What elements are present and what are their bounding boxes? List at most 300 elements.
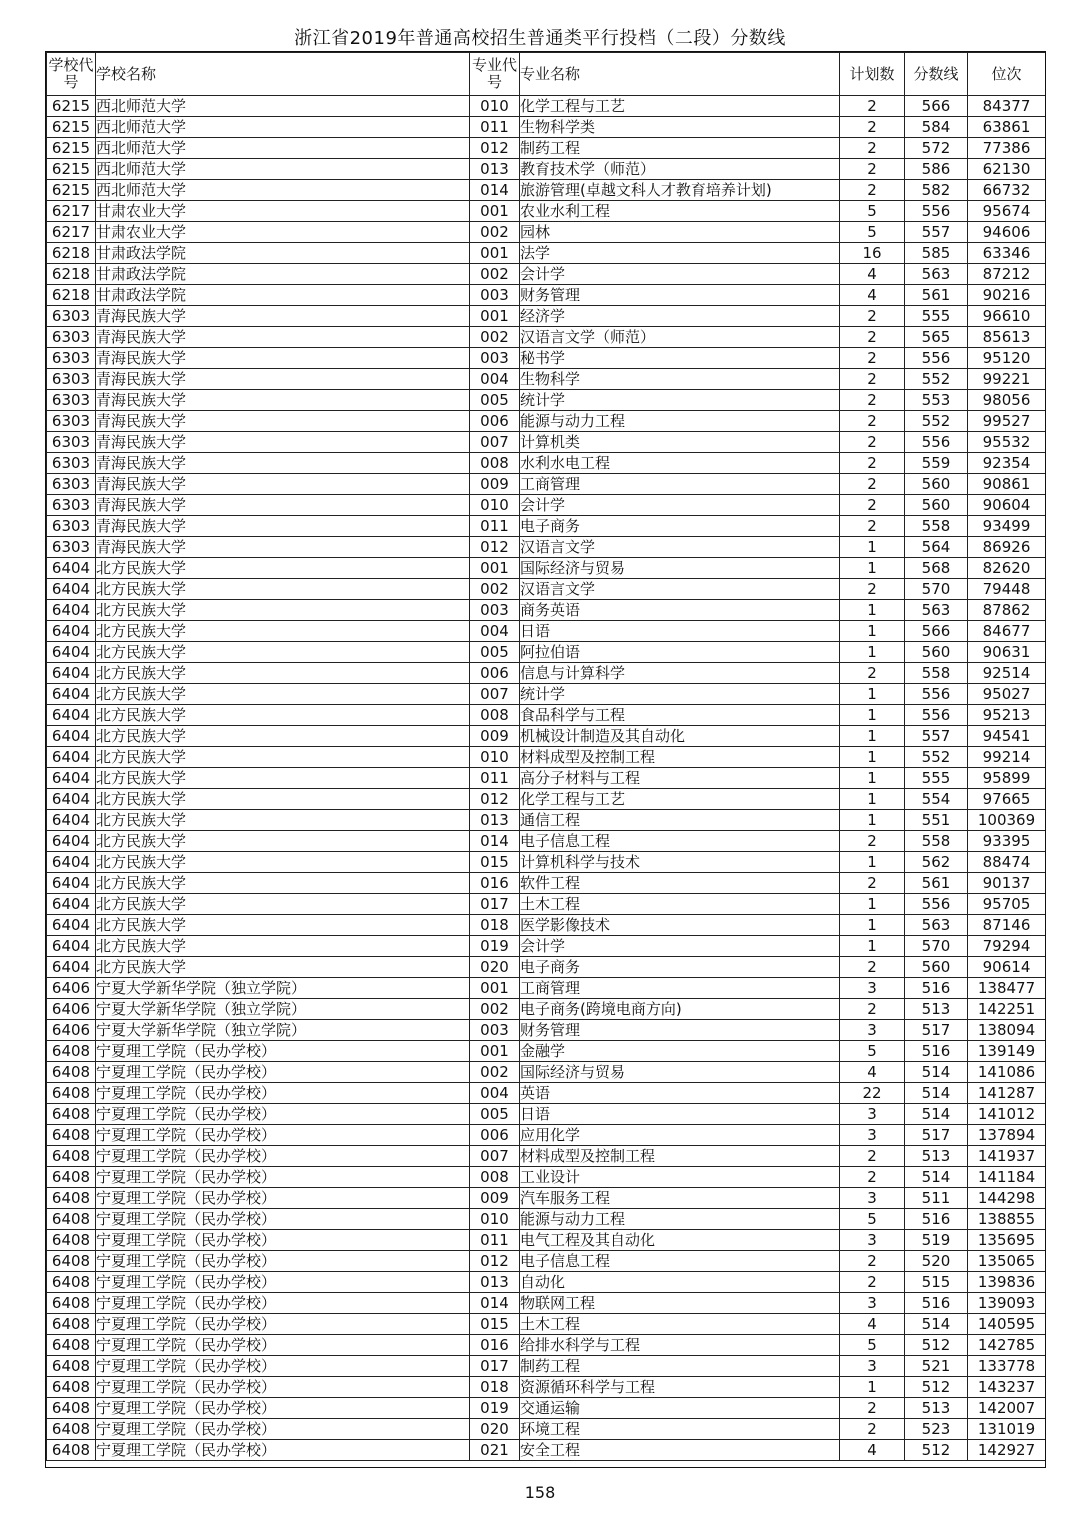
major-name-cell: 材料成型及控制工程 [520, 1146, 840, 1167]
table-row [47, 705, 1046, 726]
table-row [47, 432, 1046, 453]
table-row [47, 999, 1046, 1020]
major-code-cell: 007 [470, 432, 520, 453]
table-row [47, 348, 1046, 369]
score-line-cell: 512 [905, 1377, 968, 1398]
plan-count-cell: 2 [840, 453, 905, 474]
school-code-cell: 6303 [47, 537, 96, 558]
score-line-cell: 523 [905, 1419, 968, 1440]
header-school-code: 学校代号 [47, 53, 96, 96]
plan-count-cell: 3 [840, 1104, 905, 1125]
school-code-cell: 6404 [47, 558, 96, 579]
school-name-cell: 北方民族大学 [96, 579, 470, 600]
rank-cell: 84677 [968, 621, 1046, 642]
major-name-cell: 国际经济与贸易 [520, 1062, 840, 1083]
school-code-cell: 6303 [47, 516, 96, 537]
plan-count-cell: 2 [840, 663, 905, 684]
plan-count-cell: 1 [840, 600, 905, 621]
table-row [47, 138, 1046, 159]
score-line-cell: 512 [905, 1440, 968, 1461]
score-line-cell: 563 [905, 600, 968, 621]
school-code-cell: 6303 [47, 474, 96, 495]
table-row [47, 180, 1046, 201]
rank-cell: 143237 [968, 1377, 1046, 1398]
plan-count-cell: 2 [840, 579, 905, 600]
school-code-cell: 6404 [47, 873, 96, 894]
plan-count-cell: 3 [840, 1230, 905, 1251]
major-code-cell: 009 [470, 1188, 520, 1209]
major-code-cell: 012 [470, 537, 520, 558]
major-name-cell: 阿拉伯语 [520, 642, 840, 663]
table-row [47, 558, 1046, 579]
major-code-cell: 014 [470, 831, 520, 852]
rank-cell: 87146 [968, 915, 1046, 936]
table-row [47, 1230, 1046, 1251]
rank-cell: 99221 [968, 369, 1046, 390]
school-name-cell: 北方民族大学 [96, 642, 470, 663]
rank-cell: 92354 [968, 453, 1046, 474]
plan-count-cell: 4 [840, 285, 905, 306]
major-code-cell: 001 [470, 558, 520, 579]
school-name-cell: 青海民族大学 [96, 369, 470, 390]
table-row [47, 201, 1046, 222]
major-name-cell: 通信工程 [520, 810, 840, 831]
school-name-cell: 西北师范大学 [96, 138, 470, 159]
table-row [47, 726, 1046, 747]
school-code-cell: 6408 [47, 1440, 96, 1461]
rank-cell: 95120 [968, 348, 1046, 369]
major-name-cell: 旅游管理(卓越文科人才教育培养计划) [520, 180, 840, 201]
school-name-cell: 宁夏大学新华学院（独立学院） [96, 978, 470, 999]
major-name-cell: 软件工程 [520, 873, 840, 894]
score-line-cell: 586 [905, 159, 968, 180]
school-code-cell: 6408 [47, 1251, 96, 1272]
major-name-cell: 财务管理 [520, 1020, 840, 1041]
major-code-cell: 015 [470, 852, 520, 873]
rank-cell: 138855 [968, 1209, 1046, 1230]
major-name-cell: 统计学 [520, 390, 840, 411]
page-number: 158 [524, 1483, 556, 1502]
score-line-cell: 572 [905, 138, 968, 159]
major-code-cell: 002 [470, 222, 520, 243]
table-row [47, 1083, 1046, 1104]
school-name-cell: 青海民族大学 [96, 453, 470, 474]
table-row [47, 747, 1046, 768]
score-line-cell: 558 [905, 516, 968, 537]
school-code-cell: 6404 [47, 663, 96, 684]
major-name-cell: 汉语言文学 [520, 579, 840, 600]
score-line-cell: 520 [905, 1251, 968, 1272]
rank-cell: 135065 [968, 1251, 1046, 1272]
major-name-cell: 工商管理 [520, 978, 840, 999]
plan-count-cell: 2 [840, 1251, 905, 1272]
plan-count-cell: 2 [840, 1419, 905, 1440]
major-code-cell: 006 [470, 663, 520, 684]
school-code-cell: 6404 [47, 915, 96, 936]
major-name-cell: 商务英语 [520, 600, 840, 621]
table-row [47, 1377, 1046, 1398]
score-line-cell: 570 [905, 936, 968, 957]
score-line-cell: 553 [905, 390, 968, 411]
plan-count-cell: 1 [840, 1377, 905, 1398]
rank-cell: 85613 [968, 327, 1046, 348]
school-name-cell: 宁夏理工学院（民办学校） [96, 1314, 470, 1335]
school-code-cell: 6404 [47, 684, 96, 705]
major-name-cell: 制药工程 [520, 138, 840, 159]
major-code-cell: 009 [470, 474, 520, 495]
school-name-cell: 宁夏理工学院（民办学校） [96, 1083, 470, 1104]
plan-count-cell: 5 [840, 1041, 905, 1062]
plan-count-cell: 2 [840, 390, 905, 411]
rank-cell: 99527 [968, 411, 1046, 432]
major-name-cell: 园林 [520, 222, 840, 243]
school-name-cell: 北方民族大学 [96, 915, 470, 936]
table-row [47, 453, 1046, 474]
major-name-cell: 工业设计 [520, 1167, 840, 1188]
major-name-cell: 应用化学 [520, 1125, 840, 1146]
school-name-cell: 北方民族大学 [96, 621, 470, 642]
school-name-cell: 青海民族大学 [96, 516, 470, 537]
table-row [47, 579, 1046, 600]
school-name-cell: 青海民族大学 [96, 348, 470, 369]
school-name-cell: 北方民族大学 [96, 957, 470, 978]
rank-cell: 90631 [968, 642, 1046, 663]
school-name-cell: 甘肃农业大学 [96, 201, 470, 222]
school-name-cell: 青海民族大学 [96, 327, 470, 348]
school-name-cell: 甘肃政法学院 [96, 285, 470, 306]
rank-cell: 96610 [968, 306, 1046, 327]
plan-count-cell: 1 [840, 705, 905, 726]
school-code-cell: 6303 [47, 390, 96, 411]
rank-cell: 90604 [968, 495, 1046, 516]
table-row [47, 1062, 1046, 1083]
major-name-cell: 电子商务(跨境电商方向) [520, 999, 840, 1020]
school-name-cell: 宁夏大学新华学院（独立学院） [96, 999, 470, 1020]
rank-cell: 87862 [968, 600, 1046, 621]
header-score-line: 分数线 [905, 53, 968, 96]
major-name-cell: 生物科学类 [520, 117, 840, 138]
school-code-cell: 6303 [47, 306, 96, 327]
major-code-cell: 014 [470, 180, 520, 201]
plan-count-cell: 2 [840, 873, 905, 894]
school-code-cell: 6215 [47, 117, 96, 138]
major-name-cell: 水利水电工程 [520, 453, 840, 474]
school-code-cell: 6215 [47, 180, 96, 201]
plan-count-cell: 5 [840, 1335, 905, 1356]
score-line-cell: 556 [905, 684, 968, 705]
school-code-cell: 6303 [47, 453, 96, 474]
major-name-cell: 教育技术学（师范） [520, 159, 840, 180]
school-name-cell: 宁夏理工学院（民办学校） [96, 1377, 470, 1398]
major-name-cell: 英语 [520, 1083, 840, 1104]
major-name-cell: 能源与动力工程 [520, 1209, 840, 1230]
plan-count-cell: 2 [840, 495, 905, 516]
school-name-cell: 甘肃政法学院 [96, 243, 470, 264]
table-row [47, 1125, 1046, 1146]
school-name-cell: 宁夏理工学院（民办学校） [96, 1419, 470, 1440]
major-name-cell: 会计学 [520, 936, 840, 957]
score-line-cell: 514 [905, 1062, 968, 1083]
school-code-cell: 6404 [47, 957, 96, 978]
score-line-cell: 552 [905, 369, 968, 390]
school-code-cell: 6408 [47, 1167, 96, 1188]
score-line-cell: 558 [905, 831, 968, 852]
rank-cell: 88474 [968, 852, 1046, 873]
plan-count-cell: 2 [840, 432, 905, 453]
school-name-cell: 宁夏理工学院（民办学校） [96, 1230, 470, 1251]
school-name-cell: 甘肃政法学院 [96, 264, 470, 285]
rank-cell: 144298 [968, 1188, 1046, 1209]
school-code-cell: 6404 [47, 768, 96, 789]
major-code-cell: 020 [470, 957, 520, 978]
major-code-cell: 013 [470, 1272, 520, 1293]
score-line-cell: 564 [905, 537, 968, 558]
major-name-cell: 农业水利工程 [520, 201, 840, 222]
score-line-cell: 560 [905, 474, 968, 495]
school-name-cell: 北方民族大学 [96, 705, 470, 726]
school-name-cell: 宁夏大学新华学院（独立学院） [96, 1020, 470, 1041]
major-code-cell: 011 [470, 1230, 520, 1251]
school-code-cell: 6404 [47, 894, 96, 915]
major-code-cell: 001 [470, 243, 520, 264]
table-row [47, 642, 1046, 663]
major-name-cell: 机械设计制造及其自动化 [520, 726, 840, 747]
score-line-cell: 562 [905, 852, 968, 873]
rank-cell: 97665 [968, 789, 1046, 810]
school-name-cell: 青海民族大学 [96, 306, 470, 327]
table-row [47, 1314, 1046, 1335]
plan-count-cell: 1 [840, 558, 905, 579]
rank-cell: 135695 [968, 1230, 1046, 1251]
score-line-cell: 565 [905, 327, 968, 348]
rank-cell: 142785 [968, 1335, 1046, 1356]
table-row [47, 306, 1046, 327]
table-row [47, 222, 1046, 243]
rank-cell: 62130 [968, 159, 1046, 180]
major-code-cell: 007 [470, 684, 520, 705]
major-name-cell: 汉语言文学（师范） [520, 327, 840, 348]
school-name-cell: 宁夏理工学院（民办学校） [96, 1104, 470, 1125]
plan-count-cell: 2 [840, 831, 905, 852]
plan-count-cell: 3 [840, 1020, 905, 1041]
school-code-cell: 6215 [47, 159, 96, 180]
table-row [47, 1041, 1046, 1062]
plan-count-cell: 4 [840, 1062, 905, 1083]
school-name-cell: 北方民族大学 [96, 747, 470, 768]
school-code-cell: 6406 [47, 999, 96, 1020]
school-code-cell: 6215 [47, 138, 96, 159]
major-name-cell: 安全工程 [520, 1440, 840, 1461]
major-code-cell: 013 [470, 810, 520, 831]
major-name-cell: 会计学 [520, 495, 840, 516]
major-name-cell: 工商管理 [520, 474, 840, 495]
plan-count-cell: 1 [840, 642, 905, 663]
header-major-code: 专业代号 [470, 53, 520, 96]
major-code-cell: 010 [470, 1209, 520, 1230]
major-name-cell: 法学 [520, 243, 840, 264]
school-name-cell: 宁夏理工学院（民办学校） [96, 1335, 470, 1356]
plan-count-cell: 2 [840, 957, 905, 978]
school-name-cell: 北方民族大学 [96, 894, 470, 915]
score-line-cell: 521 [905, 1356, 968, 1377]
major-name-cell: 日语 [520, 621, 840, 642]
major-code-cell: 003 [470, 285, 520, 306]
rank-cell: 100369 [968, 810, 1046, 831]
major-name-cell: 资源循环科学与工程 [520, 1377, 840, 1398]
table-row [47, 1293, 1046, 1314]
rank-cell: 95532 [968, 432, 1046, 453]
major-code-cell: 003 [470, 1020, 520, 1041]
table-row [47, 327, 1046, 348]
school-name-cell: 北方民族大学 [96, 789, 470, 810]
major-name-cell: 自动化 [520, 1272, 840, 1293]
plan-count-cell: 1 [840, 768, 905, 789]
plan-count-cell: 2 [840, 369, 905, 390]
major-code-cell: 001 [470, 306, 520, 327]
school-name-cell: 宁夏理工学院（民办学校） [96, 1356, 470, 1377]
plan-count-cell: 2 [840, 159, 905, 180]
major-name-cell: 材料成型及控制工程 [520, 747, 840, 768]
table-row [47, 768, 1046, 789]
major-name-cell: 汽车服务工程 [520, 1188, 840, 1209]
rank-cell: 133778 [968, 1356, 1046, 1377]
header-school-name: 学校名称 [96, 53, 470, 96]
school-code-cell: 6303 [47, 432, 96, 453]
plan-count-cell: 2 [840, 1146, 905, 1167]
table-row [47, 96, 1046, 117]
table-row [47, 474, 1046, 495]
table-row [47, 1209, 1046, 1230]
table-row [47, 390, 1046, 411]
rank-cell: 79294 [968, 936, 1046, 957]
rank-cell: 139149 [968, 1041, 1046, 1062]
table-row [47, 159, 1046, 180]
school-code-cell: 6404 [47, 579, 96, 600]
major-name-cell: 交通运输 [520, 1398, 840, 1419]
major-code-cell: 012 [470, 789, 520, 810]
major-name-cell: 土木工程 [520, 894, 840, 915]
plan-count-cell: 2 [840, 474, 905, 495]
rank-cell: 82620 [968, 558, 1046, 579]
major-code-cell: 004 [470, 369, 520, 390]
school-code-cell: 6408 [47, 1335, 96, 1356]
school-name-cell: 北方民族大学 [96, 663, 470, 684]
major-name-cell: 秘书学 [520, 348, 840, 369]
score-line-cell: 552 [905, 747, 968, 768]
school-code-cell: 6215 [47, 96, 96, 117]
rank-cell: 63861 [968, 117, 1046, 138]
plan-count-cell: 3 [840, 1293, 905, 1314]
school-name-cell: 北方民族大学 [96, 600, 470, 621]
score-line-cell: 561 [905, 873, 968, 894]
major-name-cell: 医学影像技术 [520, 915, 840, 936]
major-name-cell: 高分子材料与工程 [520, 768, 840, 789]
school-code-cell: 6406 [47, 1020, 96, 1041]
score-line-cell: 563 [905, 264, 968, 285]
plan-count-cell: 2 [840, 138, 905, 159]
plan-count-cell: 1 [840, 747, 905, 768]
rank-cell: 66732 [968, 180, 1046, 201]
school-code-cell: 6404 [47, 831, 96, 852]
rank-cell: 138477 [968, 978, 1046, 999]
major-code-cell: 010 [470, 495, 520, 516]
major-code-cell: 010 [470, 96, 520, 117]
score-line-cell: 559 [905, 453, 968, 474]
school-name-cell: 宁夏理工学院（民办学校） [96, 1125, 470, 1146]
plan-count-cell: 1 [840, 852, 905, 873]
school-code-cell: 6303 [47, 411, 96, 432]
school-code-cell: 6404 [47, 705, 96, 726]
major-name-cell: 制药工程 [520, 1356, 840, 1377]
school-name-cell: 宁夏理工学院（民办学校） [96, 1272, 470, 1293]
plan-count-cell: 2 [840, 1398, 905, 1419]
school-name-cell: 青海民族大学 [96, 537, 470, 558]
header-plan-count: 计划数 [840, 53, 905, 96]
table-row [47, 684, 1046, 705]
major-code-cell: 018 [470, 915, 520, 936]
plan-count-cell: 16 [840, 243, 905, 264]
major-name-cell: 电子信息工程 [520, 1251, 840, 1272]
score-line-cell: 585 [905, 243, 968, 264]
major-code-cell: 019 [470, 936, 520, 957]
major-name-cell: 统计学 [520, 684, 840, 705]
school-code-cell: 6408 [47, 1125, 96, 1146]
major-name-cell: 电子商务 [520, 957, 840, 978]
major-code-cell: 016 [470, 873, 520, 894]
table-row [47, 1146, 1046, 1167]
plan-count-cell: 1 [840, 936, 905, 957]
school-code-cell: 6404 [47, 600, 96, 621]
major-code-cell: 006 [470, 411, 520, 432]
school-code-cell: 6408 [47, 1293, 96, 1314]
rank-cell: 142927 [968, 1440, 1046, 1461]
major-code-cell: 001 [470, 978, 520, 999]
rank-cell: 87212 [968, 264, 1046, 285]
school-code-cell: 6218 [47, 264, 96, 285]
score-line-cell: 566 [905, 621, 968, 642]
major-code-cell: 005 [470, 1104, 520, 1125]
school-name-cell: 北方民族大学 [96, 558, 470, 579]
rank-cell: 84377 [968, 96, 1046, 117]
school-name-cell: 宁夏理工学院（民办学校） [96, 1398, 470, 1419]
major-code-cell: 017 [470, 1356, 520, 1377]
school-code-cell: 6408 [47, 1104, 96, 1125]
score-line-cell: 557 [905, 726, 968, 747]
major-code-cell: 003 [470, 348, 520, 369]
plan-count-cell: 2 [840, 411, 905, 432]
major-code-cell: 011 [470, 768, 520, 789]
school-code-cell: 6408 [47, 1041, 96, 1062]
school-name-cell: 宁夏理工学院（民办学校） [96, 1440, 470, 1461]
school-name-cell: 西北师范大学 [96, 117, 470, 138]
score-line-cell: 555 [905, 768, 968, 789]
major-code-cell: 002 [470, 327, 520, 348]
major-code-cell: 013 [470, 159, 520, 180]
score-line-cell: 557 [905, 222, 968, 243]
major-code-cell: 017 [470, 894, 520, 915]
score-line-cell: 516 [905, 1041, 968, 1062]
major-code-cell: 011 [470, 516, 520, 537]
table-row [47, 1440, 1046, 1461]
header-major-name: 专业名称 [520, 53, 840, 96]
major-code-cell: 008 [470, 705, 520, 726]
score-line-cell: 556 [905, 894, 968, 915]
rank-cell: 93395 [968, 831, 1046, 852]
major-code-cell: 010 [470, 747, 520, 768]
rank-cell: 77386 [968, 138, 1046, 159]
score-line-cell: 516 [905, 1293, 968, 1314]
school-code-cell: 6408 [47, 1083, 96, 1104]
